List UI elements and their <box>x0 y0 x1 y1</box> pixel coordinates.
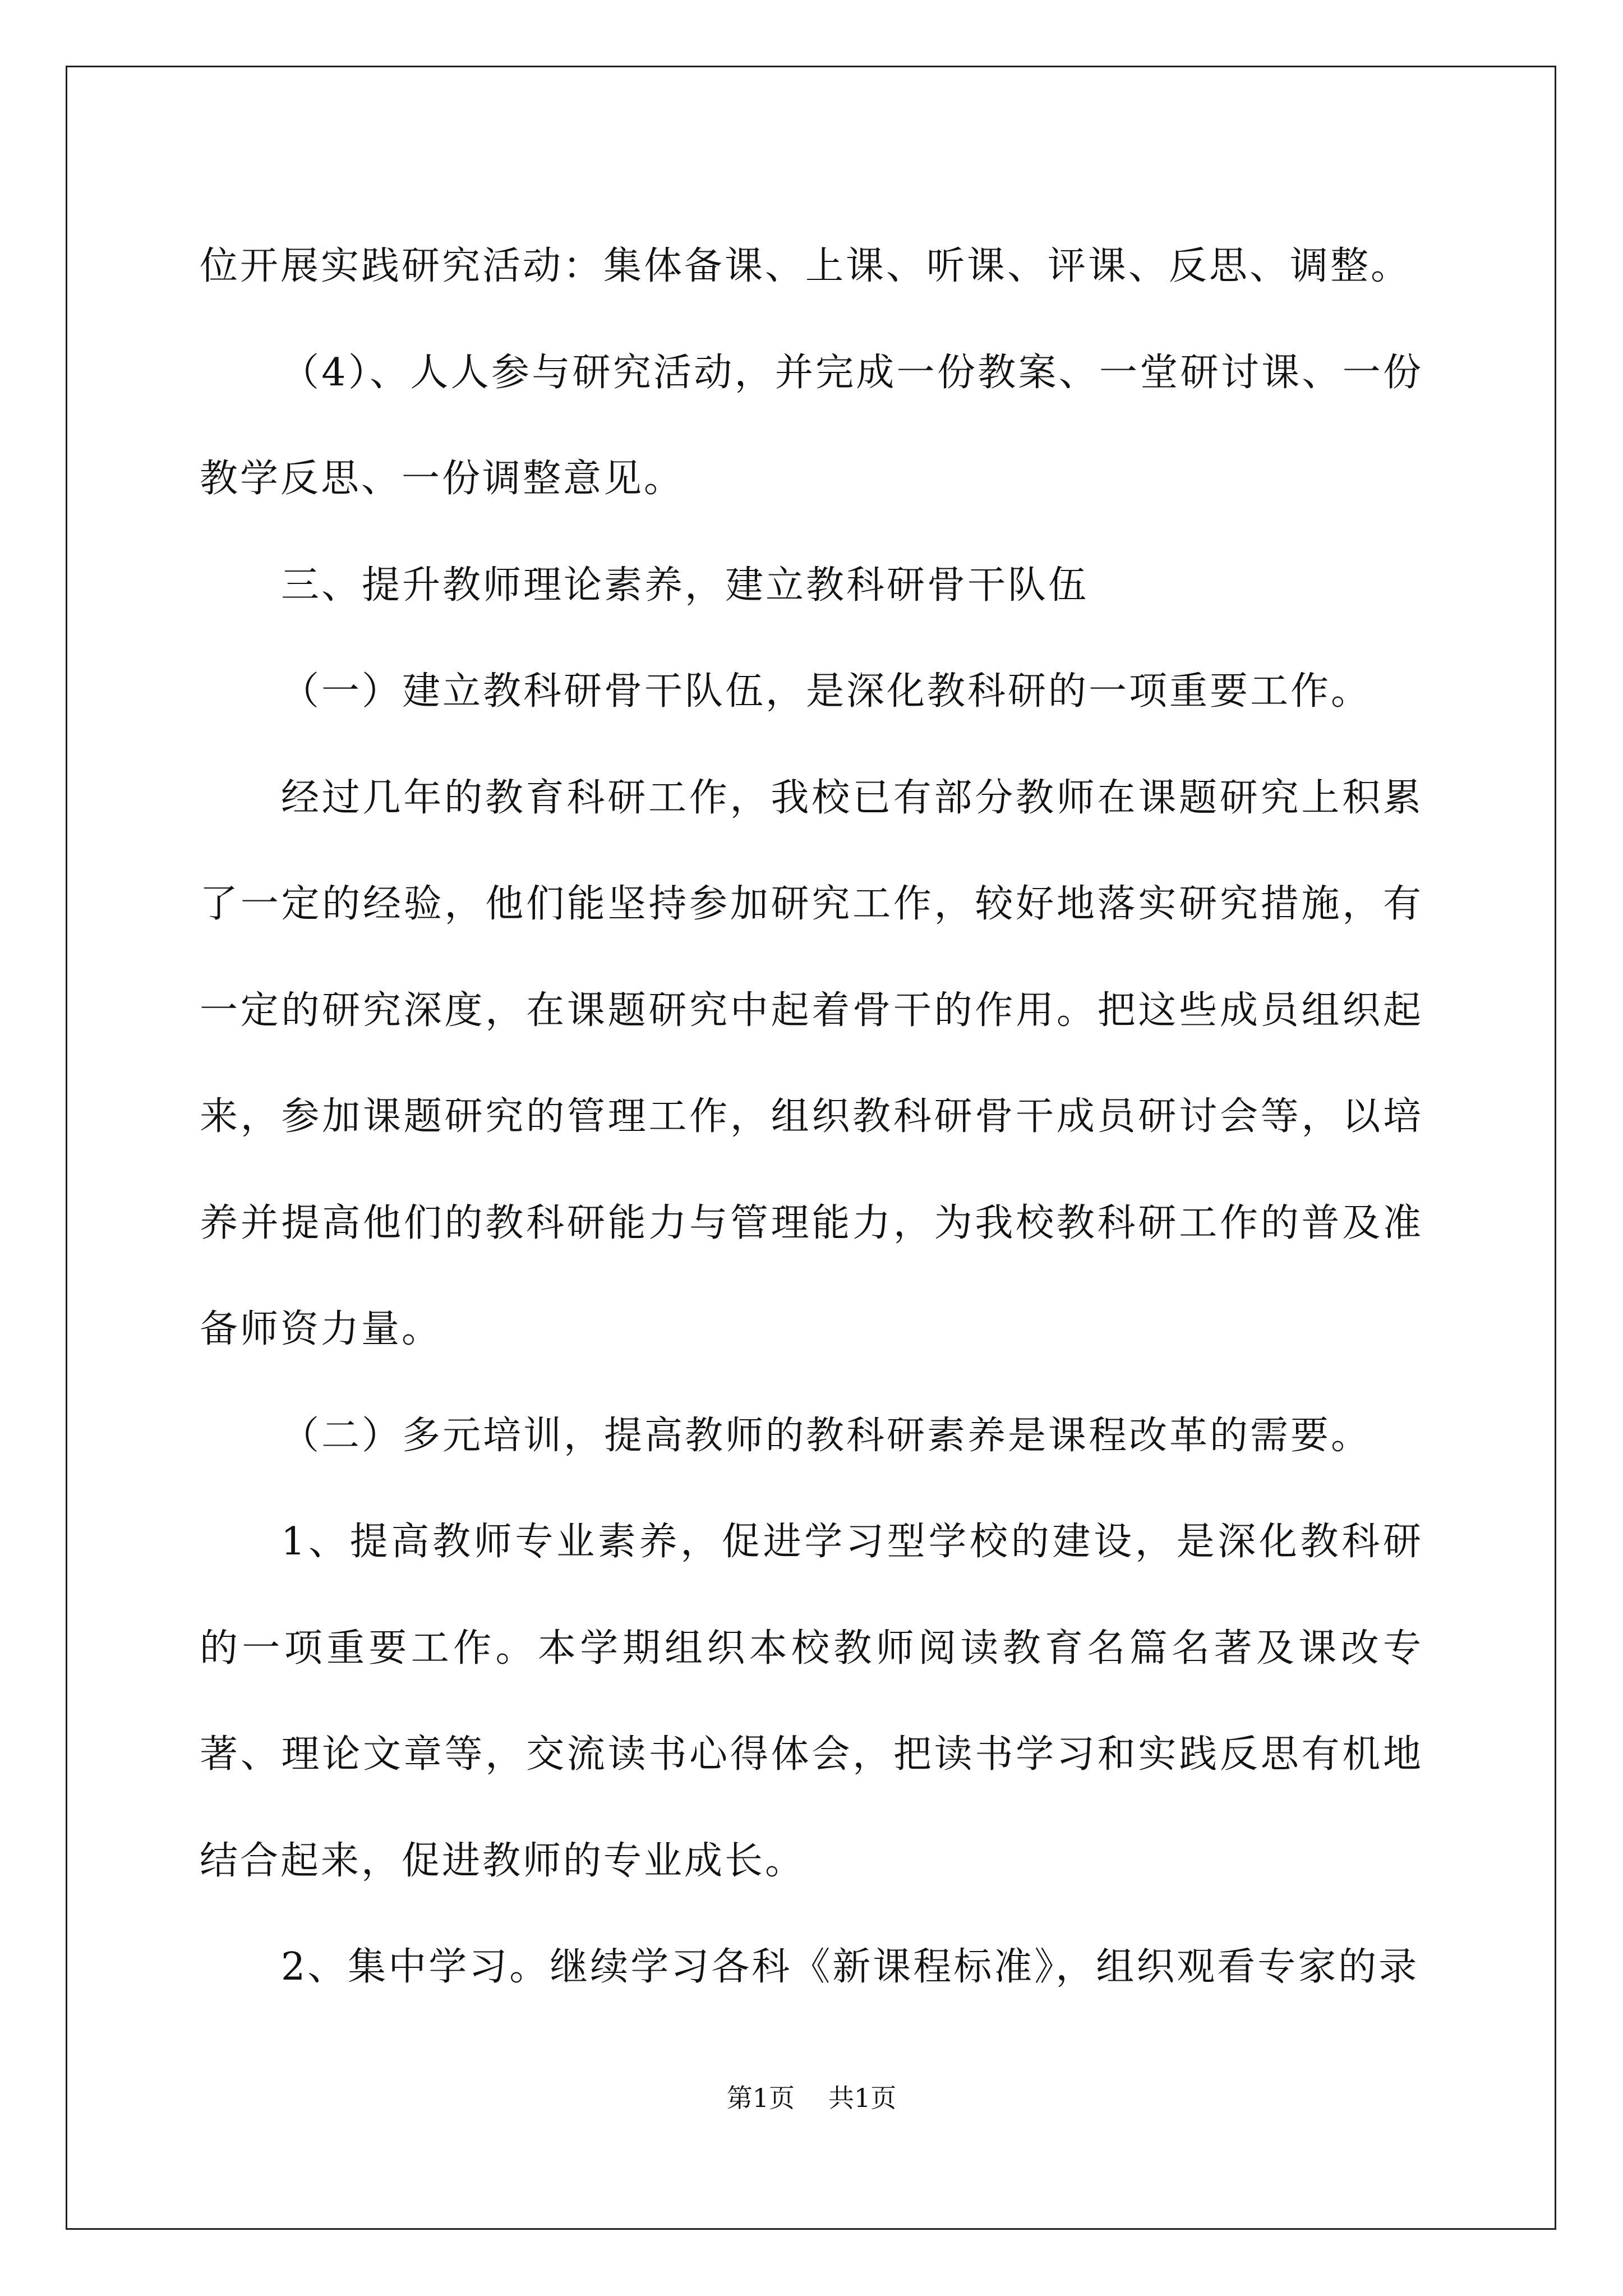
page-number-current: 第1页 <box>726 2083 795 2113</box>
paragraph: 2、集中学习。继续学习各科《新课程标准》，组织观看专家的录 <box>281 1945 1419 1989</box>
page-number-total: 共1页 <box>828 2083 897 2113</box>
subsection-heading: （一）建立教科研骨干队伍，是深化教科研的一项重要工作。 <box>281 669 1372 714</box>
paragraph: （4）、人人参与研究活动，并完成一份教案、一堂研讨课、一份教学反思、一份调整意见。 <box>200 350 1423 501</box>
subsection-heading: （二）多元培训，提高教师的教科研素养是课程改革的需要。 <box>281 1413 1372 1458</box>
document-body <box>200 213 1423 2021</box>
paragraph: 1、提高教师专业素养，促进学习型学校的建设，是深化教科研的一项重要工作。本学期组织本校教师阅读教育名篇名著及课改专著、理论文章等，交流读书心得体会，把读书学习和实践反思有机地结合起来，促进教师的专业成长。 <box>200 1520 1423 1883</box>
paragraph: 经过几年的教育科研工作，我校已有部分教师在课题研究上积累了一定的经验，他们能坚持参加研究工作，较好地落实研究措施，有一定的研究深度，在课题研究中起着骨干的作用。把这些成员组织起来，参加课题研究的管理工作，组织教科研骨干成员研讨会等，以培养并提高他们的教科研能力与管理能力，为我校教科研工作的普及准备师资力量。 <box>200 775 1423 1351</box>
paragraph: 位开展实践研究活动：集体备课、上课、听课、评课、反思、调整。 <box>200 244 1412 288</box>
section-heading: 三、提升教师理论素养，建立教科研骨干队伍 <box>281 563 1089 608</box>
page-footer <box>0 2081 1623 2115</box>
